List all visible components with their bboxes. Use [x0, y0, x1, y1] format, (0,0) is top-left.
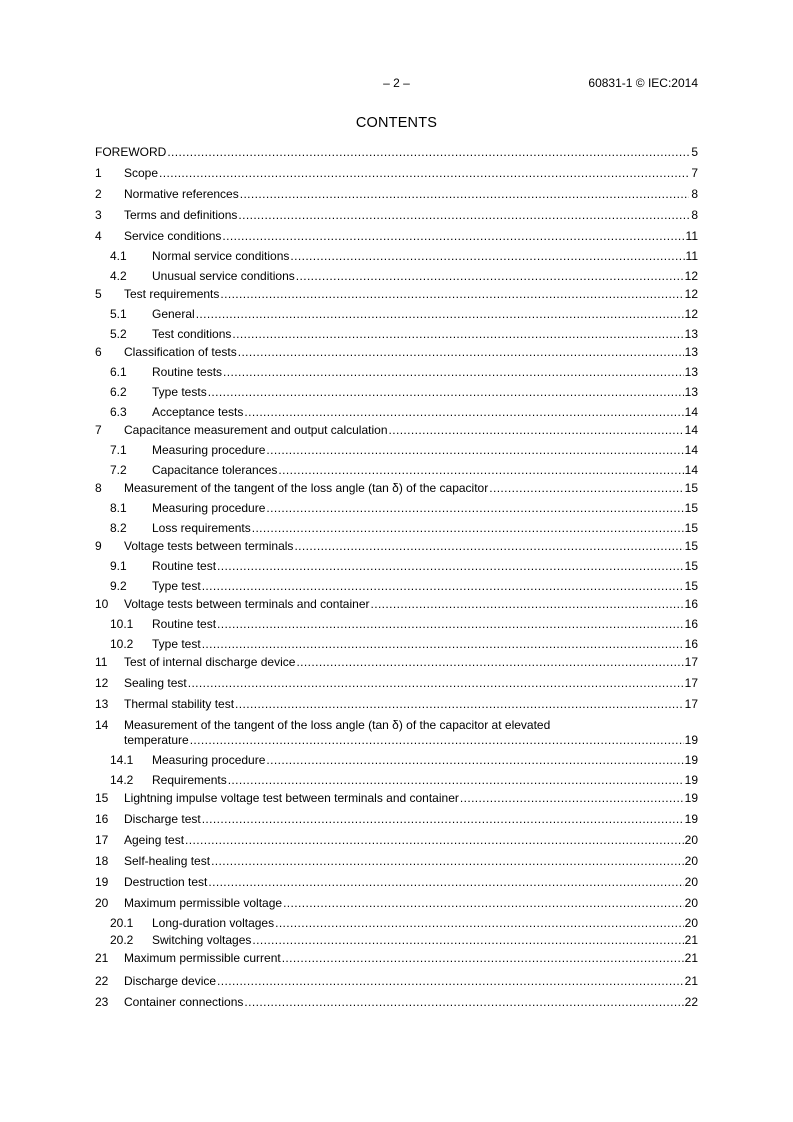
toc-entry-title-container — [152, 521, 684, 536]
toc-entry-page: 19 — [684, 733, 698, 747]
leader-dots — [238, 208, 689, 223]
toc-entry-title: Routine tests — [152, 365, 223, 379]
toc-entry-title-container — [124, 854, 684, 869]
toc-entry-title-container — [152, 773, 684, 788]
toc-entry-title: Measurement of the tangent of the loss angle (tan δ) of the capacitor — [124, 481, 489, 495]
toc-entry-page: 20 — [684, 896, 698, 910]
toc-entry-title-container — [152, 443, 684, 458]
toc-entry-number: 3 — [95, 208, 102, 222]
toc-entry[interactable] — [95, 539, 698, 554]
toc-entry-number: 9 — [95, 539, 102, 553]
leader-dots — [228, 773, 684, 788]
toc-entry-title-container — [124, 287, 684, 302]
leader-dots — [489, 481, 683, 496]
toc-entry-title-container — [124, 481, 684, 496]
toc-entry-number: 5.2 — [110, 327, 127, 341]
toc-entry-title-container — [152, 753, 684, 768]
toc-entry-page: 11 — [685, 229, 698, 243]
toc-entry-title-container — [124, 229, 685, 244]
leader-dots — [188, 676, 684, 691]
toc-entry-page: 15 — [684, 559, 698, 573]
toc-entry-title: Capacitance tolerances — [152, 463, 278, 477]
toc-entry-number: 7.1 — [110, 443, 127, 457]
toc-entry-page: 19 — [684, 812, 698, 826]
toc-entry-title-container — [152, 637, 684, 652]
toc-entry[interactable] — [95, 995, 698, 1010]
leader-dots — [266, 501, 683, 516]
toc-entry-number: 8.2 — [110, 521, 127, 535]
toc-entry[interactable] — [95, 166, 698, 181]
table-of-contents — [95, 145, 698, 1010]
toc-entry[interactable] — [95, 812, 698, 827]
leader-dots — [283, 896, 684, 911]
toc-entry-title: Terms and definitions — [124, 208, 238, 222]
toc-entry-foreword[interactable] — [95, 145, 698, 160]
toc-entry-number: 16 — [95, 812, 109, 826]
toc-entry-page: 7 — [691, 166, 698, 180]
toc-entry-page: 15 — [684, 579, 698, 593]
toc-entry-page: 20 — [684, 916, 698, 930]
toc-subentry[interactable] — [95, 559, 698, 574]
leader-dots — [202, 579, 684, 594]
toc-entry[interactable] — [95, 854, 698, 869]
toc-entry-number: 6.3 — [110, 405, 127, 419]
leader-dots — [217, 617, 684, 632]
toc-subentry[interactable] — [95, 933, 698, 948]
toc-entry-number: 12 — [95, 676, 109, 690]
leader-dots — [232, 327, 683, 342]
toc-entry-title: Thermal stability test — [124, 697, 235, 711]
toc-entry-page: 12 — [684, 307, 698, 321]
toc-entry-title-container — [124, 187, 689, 202]
toc-entry-page: 21 — [684, 974, 698, 988]
toc-entry-title-continuation: temperature — [124, 733, 189, 747]
toc-entry-number: 14 — [95, 718, 109, 732]
toc-entry[interactable] — [95, 655, 698, 670]
toc-entry[interactable] — [95, 208, 698, 223]
toc-entry-title-container — [152, 405, 684, 420]
toc-entry-title: Discharge test — [124, 812, 201, 826]
toc-entry-title-container — [152, 249, 685, 264]
toc-entry-title-container — [152, 501, 684, 516]
toc-entry-number: 8 — [95, 481, 102, 495]
toc-entry-page: 14 — [684, 423, 698, 437]
toc-subentry[interactable] — [95, 443, 698, 458]
toc-entry[interactable] — [95, 345, 698, 360]
leader-dots — [240, 187, 689, 202]
toc-entry-title: Measuring procedure — [152, 501, 266, 515]
toc-entry-number: 4.1 — [110, 249, 127, 263]
toc-entry-page: 19 — [684, 773, 698, 787]
leader-dots — [460, 791, 684, 806]
toc-subentry[interactable] — [95, 637, 698, 652]
toc-entry-title: Voltage tests between terminals — [124, 539, 294, 553]
leader-dots — [238, 345, 684, 360]
toc-entry-page: 5 — [691, 145, 698, 159]
toc-subentry[interactable] — [95, 463, 698, 478]
toc-entry-page: 13 — [684, 385, 698, 399]
toc-entry-page: 14 — [684, 405, 698, 419]
toc-entry-number: 2 — [95, 187, 102, 201]
toc-entry-title: Self-healing test — [124, 854, 211, 868]
toc-entry-title: Switching voltages — [152, 933, 252, 947]
toc-entry-title: Service conditions — [124, 229, 222, 243]
leader-dots — [211, 854, 684, 869]
toc-subentry[interactable] — [95, 307, 698, 322]
toc-entry-title-container — [124, 791, 684, 806]
toc-entry-number: 20 — [95, 896, 109, 910]
toc-entry-page: 16 — [684, 637, 698, 651]
toc-subentry[interactable] — [95, 521, 698, 536]
toc-entry-page: 15 — [684, 501, 698, 515]
toc-entry-title: Ageing test — [124, 833, 185, 847]
toc-entry-number: 14.1 — [110, 753, 134, 767]
toc-entry-title: Long-duration voltages — [152, 916, 275, 930]
toc-entry[interactable] — [95, 974, 698, 989]
toc-entry-title-container — [124, 812, 684, 827]
toc-entry-number: 6.1 — [110, 365, 127, 379]
toc-entry-title-container — [124, 697, 684, 712]
toc-entry-title: Capacitance measurement and output calculation — [124, 423, 388, 437]
toc-entry-title: Routine test — [152, 559, 217, 573]
toc-entry-title-container — [152, 933, 684, 948]
toc-entry[interactable] — [95, 676, 698, 691]
contents-title: CONTENTS — [355, 115, 438, 131]
toc-entry[interactable] — [95, 423, 698, 438]
toc-entry-title-container — [124, 655, 684, 670]
leader-dots — [202, 812, 684, 827]
leader-dots — [266, 753, 683, 768]
toc-subentry[interactable] — [95, 617, 698, 632]
toc-entry-title-container — [124, 423, 684, 438]
leader-dots — [290, 249, 684, 264]
toc-entry-page: 17 — [684, 697, 698, 711]
leader-dots — [296, 269, 684, 284]
toc-entry-page: 14 — [684, 463, 698, 477]
toc-entry-title: Routine test — [152, 617, 217, 631]
toc-entry-number: 10.2 — [110, 637, 134, 651]
toc-entry-title: Scope — [124, 166, 159, 180]
toc-entry-title: General — [152, 307, 195, 321]
toc-entry-number: 9.2 — [110, 579, 127, 593]
toc-subentry[interactable] — [95, 327, 698, 342]
toc-entry-title-container — [152, 365, 684, 380]
toc-entry-number: 22 — [95, 974, 109, 988]
toc-entry-page: 14 — [684, 443, 698, 457]
toc-entry-title-container — [124, 733, 684, 748]
toc-subentry[interactable] — [95, 269, 698, 284]
leader-dots — [275, 916, 684, 931]
toc-entry-title: Acceptance tests — [152, 405, 244, 419]
toc-subentry[interactable] — [95, 405, 698, 420]
leader-dots — [294, 539, 683, 554]
toc-entry-title: Measuring procedure — [152, 753, 266, 767]
toc-entry-number: 21 — [95, 951, 109, 965]
toc-entry[interactable] — [95, 597, 698, 612]
leader-dots — [190, 733, 684, 748]
document-reference: 60831-1 © IEC:2014 — [588, 76, 698, 90]
leader-dots — [370, 597, 683, 612]
toc-entry-title: Measurement of the tangent of the loss angle (tan δ) of the capacitor at elevated — [124, 718, 551, 732]
leader-dots — [389, 423, 684, 438]
toc-entry-title: Sealing test — [124, 676, 187, 690]
toc-entry-title: Maximum permissible current — [124, 951, 281, 965]
toc-entry-title-container — [124, 833, 684, 848]
toc-entry-page: 20 — [684, 875, 698, 889]
toc-entry-page: 13 — [684, 365, 698, 379]
toc-entry-number: 10 — [95, 597, 109, 611]
leader-dots — [167, 145, 689, 160]
toc-entry-page: 11 — [685, 249, 698, 263]
toc-entry-number: 23 — [95, 995, 109, 1009]
toc-entry-title-container — [152, 579, 684, 594]
toc-entry-page: 17 — [684, 676, 698, 690]
toc-entry-page: 21 — [684, 951, 698, 965]
toc-entry-page: 20 — [684, 833, 698, 847]
toc-entry[interactable] — [95, 875, 698, 890]
toc-subentry[interactable] — [95, 501, 698, 516]
toc-entry-number: 17 — [95, 833, 109, 847]
toc-entry-title-container — [95, 145, 689, 160]
leader-dots — [208, 385, 684, 400]
toc-entry[interactable] — [95, 187, 698, 202]
toc-entry-title: Type tests — [152, 385, 207, 399]
toc-entry-title-container — [124, 896, 684, 911]
toc-subentry[interactable] — [95, 365, 698, 380]
toc-entry[interactable] — [95, 287, 698, 302]
toc-entry-number: 1 — [95, 166, 102, 180]
toc-entry-title: Test conditions — [152, 327, 232, 341]
toc-entry-title-container — [152, 307, 684, 322]
toc-entry-title: Maximum permissible voltage — [124, 896, 283, 910]
leader-dots — [235, 697, 684, 712]
toc-entry[interactable] — [95, 833, 698, 848]
toc-entry-number: 15 — [95, 791, 109, 805]
toc-subentry[interactable] — [95, 579, 698, 594]
toc-subentry[interactable] — [95, 916, 698, 931]
toc-entry-number: 7 — [95, 423, 102, 437]
leader-dots — [217, 974, 684, 989]
toc-entry-title: Voltage tests between terminals and container — [124, 597, 370, 611]
toc-entry-page: 19 — [684, 753, 698, 767]
toc-entry-number: 5.1 — [110, 307, 127, 321]
toc-entry-title: Unusual service conditions — [152, 269, 295, 283]
toc-entry[interactable] — [95, 697, 698, 712]
leader-dots — [244, 995, 683, 1010]
toc-entry-title-container — [152, 463, 684, 478]
toc-entry-number: 6.2 — [110, 385, 127, 399]
leader-dots — [244, 405, 683, 420]
toc-entry-number: 20.1 — [110, 916, 134, 930]
leader-dots — [282, 951, 684, 966]
leader-dots — [278, 463, 683, 478]
toc-entry-title-container — [124, 208, 689, 223]
toc-subentry[interactable] — [95, 773, 698, 788]
toc-entry-page: 19 — [684, 791, 698, 805]
toc-entry[interactable] — [95, 718, 698, 748]
toc-entry-title: Type test — [152, 637, 201, 651]
page-header — [95, 76, 698, 92]
toc-entry-page: 8 — [691, 187, 698, 201]
toc-entry-title: Classification of tests — [124, 345, 237, 359]
leader-dots — [196, 307, 684, 322]
toc-entry-number: 9.1 — [110, 559, 127, 573]
toc-entry-title: FOREWORD — [95, 145, 167, 159]
toc-entry-title: Lightning impulse voltage test between terminals and container — [124, 791, 459, 805]
toc-entry[interactable] — [95, 951, 698, 966]
toc-entry-title-container — [152, 559, 684, 574]
toc-entry-number: 4.2 — [110, 269, 127, 283]
toc-entry-title-container — [124, 951, 684, 966]
toc-entry-number: 10.1 — [110, 617, 134, 631]
toc-entry[interactable] — [95, 229, 698, 244]
toc-entry-number: 20.2 — [110, 933, 134, 947]
leader-dots — [223, 365, 684, 380]
toc-entry-title-container — [124, 166, 689, 181]
leader-dots — [266, 443, 683, 458]
toc-entry-number: 18 — [95, 854, 109, 868]
toc-entry-number: 11 — [95, 655, 108, 669]
toc-entry-title-container — [152, 617, 684, 632]
toc-entry-number: 8.1 — [110, 501, 127, 515]
toc-entry-title: Container connections — [124, 995, 244, 1009]
toc-entry-number: 4 — [95, 229, 102, 243]
toc-entry-page: 8 — [691, 208, 698, 222]
toc-entry-page: 13 — [684, 345, 698, 359]
leader-dots — [208, 875, 683, 890]
toc-entry-page: 12 — [684, 269, 698, 283]
toc-entry-title-container — [124, 597, 684, 612]
toc-entry-page: 15 — [684, 539, 698, 553]
toc-entry-number: 13 — [95, 697, 109, 711]
toc-entry-page: 16 — [684, 597, 698, 611]
toc-entry[interactable] — [95, 481, 698, 496]
toc-entry-page: 13 — [684, 327, 698, 341]
toc-subentry[interactable] — [95, 753, 698, 768]
leader-dots — [159, 166, 689, 181]
toc-entry-title: Test requirements — [124, 287, 220, 301]
toc-entry-title: Loss requirements — [152, 521, 251, 535]
toc-entry-number: 19 — [95, 875, 109, 889]
toc-entry-title: Requirements — [152, 773, 227, 787]
leader-dots — [296, 655, 683, 670]
page-number: – 2 – — [383, 76, 410, 90]
toc-entry-number: 14.2 — [110, 773, 134, 787]
toc-entry-number: 7.2 — [110, 463, 127, 477]
leader-dots — [252, 933, 683, 948]
toc-entry-title-container — [124, 539, 684, 554]
toc-entry-title-container — [124, 974, 684, 989]
toc-entry-title: Normal service conditions — [152, 249, 290, 263]
toc-subentry[interactable] — [95, 385, 698, 400]
toc-entry-title-container — [124, 995, 684, 1010]
toc-entry-page: 16 — [684, 617, 698, 631]
toc-entry[interactable] — [95, 791, 698, 806]
toc-entry-number: 6 — [95, 345, 102, 359]
toc-entry-title: Destruction test — [124, 875, 208, 889]
toc-entry-title-container — [152, 327, 684, 342]
leader-dots — [217, 559, 684, 574]
toc-entry-title: Discharge device — [124, 974, 217, 988]
toc-entry-page: 15 — [684, 481, 698, 495]
toc-entry-page: 21 — [684, 933, 698, 947]
toc-entry-title-container — [152, 385, 684, 400]
toc-entry-title: Normative references — [124, 187, 239, 201]
toc-entry-title-container — [152, 269, 684, 284]
toc-entry-title-container — [124, 875, 684, 890]
leader-dots — [252, 521, 684, 536]
toc-entry-title: Measuring procedure — [152, 443, 266, 457]
toc-entry-page: 22 — [684, 995, 698, 1009]
leader-dots — [185, 833, 684, 848]
leader-dots — [222, 229, 684, 244]
toc-entry-page: 15 — [684, 521, 698, 535]
toc-entry[interactable] — [95, 896, 698, 911]
toc-entry-title: Type test — [152, 579, 201, 593]
leader-dots — [220, 287, 683, 302]
toc-entry-page: 17 — [684, 655, 698, 669]
toc-entry-number: 5 — [95, 287, 102, 301]
toc-entry-page: 12 — [684, 287, 698, 301]
toc-entry-page: 20 — [684, 854, 698, 868]
leader-dots — [202, 637, 684, 652]
toc-entry-title: Test of internal discharge device — [124, 655, 296, 669]
toc-entry-title-container — [124, 345, 684, 360]
toc-entry-title-container — [152, 916, 684, 931]
toc-entry-title-container — [124, 676, 684, 691]
toc-subentry[interactable] — [95, 249, 698, 264]
